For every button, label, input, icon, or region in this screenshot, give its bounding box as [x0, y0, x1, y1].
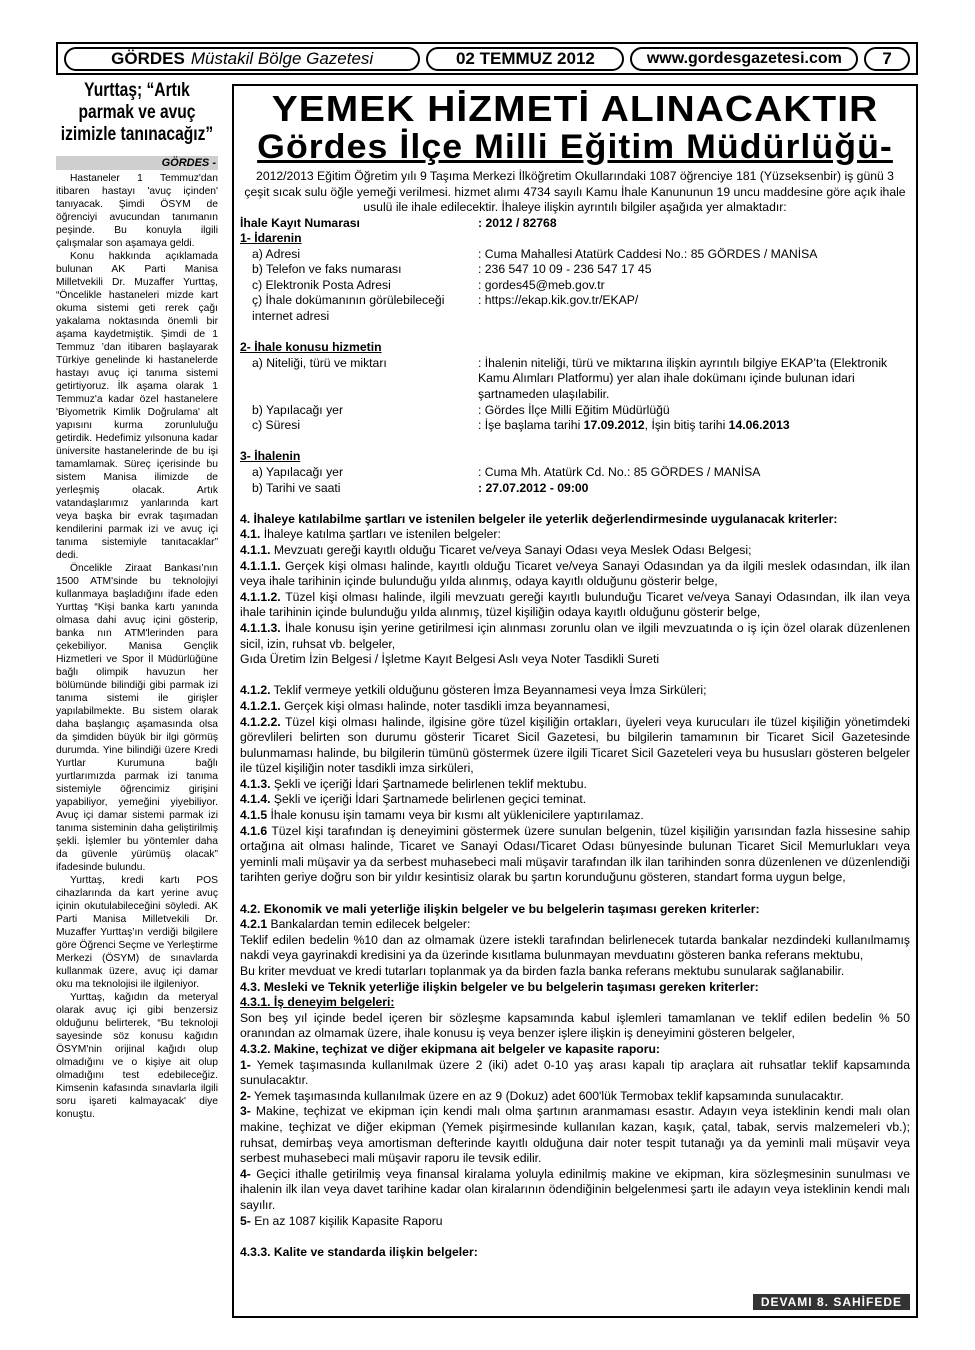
- clause-text: Yemek taşımasında kullanılmak üzere 2 (iki) adet 0-10 yaş arası kapalı tip araçlara ait ruhsatlar teklif kapsamında sunulacaktır.: [240, 1057, 910, 1088]
- clause-text: İhale konusu işin yerine getirilmesi için alınması zorunlu olan ve ilgili mevzuatında o iş için özel olarak düzenlenen sicil, izin, ruhsat vb. belgeler,: [240, 620, 910, 651]
- field-value: : İhalenin niteliği, türü ve miktarına ilişkin ayrıntılı bilgiye EKAP’ta (Elektronik Kamu Alımları Platformu) yer alan ihale dokümanı içinde bulunan idari şartnameden ulaşılabilir.: [478, 355, 888, 402]
- article-paragraph: Yurttaş, kredi kartı POS cihazlarında da kart yerine avuç içinin okutulabileceğini söyledi. AK Parti Manisa Milletvekili Dr. Muzaffer Yurttaş’ın verdiği bilgilere göre Öğrenci Seçme ve Yerleştirme Merkezi (ÖSYM) de sınavlarda kullanmak üzere, avuç içi damar oku ma teknolojisi ile ilgileniyor.: [56, 875, 218, 990]
- page-number: 7: [864, 47, 910, 71]
- section-4-3-3-title: 4.3.3. Kalite ve standarda ilişkin belgeler:: [240, 1244, 478, 1259]
- clause-number: 4.1.1.: [240, 542, 271, 557]
- clause-text: Tüzel kişi olması halinde, ilgili mevzuatı gereği kayıtlı bulunduğu Ticaret ve/veya Sanayi Odasından, ilk ilan veya ihale tarihinin içinde bulunduğu yılda alınmış, tüzel kişiliğin odaya kayıtlı olduğunu gösterir belge,: [240, 589, 910, 620]
- section-3-title: 3- İhalenin: [240, 449, 301, 464]
- s2-duration-row: [240, 418, 910, 434]
- field-label: b) Yapılacağı yer: [252, 402, 344, 417]
- section-4-3-2-title: 4.3.2. Makine, teçhizat ve diğer ekipmana ait belgeler ve kapasite raporu:: [240, 1041, 660, 1056]
- clause: [240, 808, 910, 824]
- field-value: : 236 547 10 09 - 236 547 17 45: [478, 262, 652, 277]
- clause-text: Son beş yıl içinde bedel içeren bir sözleşme kapsamında kabul işlemleri tamamlanan ve teklif edilen bedelin % 50 oranından az olmamak üzere, ihale konusu iş veya benzer işlere ilişkin iş deneyimini gösteren belgeler,: [240, 1010, 910, 1041]
- clause-number: 4.1.2.: [240, 683, 271, 698]
- clause-number: 1-: [240, 1057, 251, 1072]
- field-value: : Cuma Mh. Atatürk Cd. No.: 85 GÖRDES / MANİSA: [478, 465, 761, 479]
- field-value: [478, 418, 910, 434]
- start-date: 17.09.2012: [583, 418, 645, 433]
- article-paragraph: Öncelikle Ziraat Bankası’nın 1500 ATM'sinde bu teknolojiyi kullanmaya başladığını ifade eden Yurttaş “Kişi banka kartı yanında olmasa dahi avuç içini gösterip, banka nın ATM'lerinden para çekebiliyor. Manisa Gençlik Hizmetleri ve Spor İl Müdürlüğüne bağlı olimpik havuzun her bölümünde bilindiği gibi parmak izi tanıma sistemi ile girişler yapılabilmekte. Bu sistem olarak daha başlangıç aşamasında olsa da şimdiden büyük bir ilgi görmüş durumda. Yine bilindiği üzere Kredi Yurtlar Kurumuna bağlı yurtlarımızda parmak izi tanıma sistemiyle öğrencimiz girişini yapabiliyor, yemeğini yiyebiliyor. Avuç içi damar sistemi parmak izi tanıma sisteminin daha geliştirilmiş şekli. İşlemler bu yöntemler daha da güvenle yürümüş olacak” ifadesinde bulundu.: [56, 563, 218, 873]
- clause-text: Makine, teçhizat ve ekipman için kendi malı olma şartının aranmaması esastır. Adayın veya isteklinin kendi malı olan makine, teçhizat ve diğer ekipman (Yemek pişirmesinde kullanılan kazan, kaşık, çatal, tabak, servis malzemeleri vb.); ruhsat, demirbaş veya amortisman defterinde kayıtlı olduğuna dair noter tespit tutanağı ya da yeminli mali müşavir veya serbest muhasebeci mali müşavir raporu ile tevsik edilir.: [240, 1104, 910, 1166]
- clause-text: Şekli ve içeriği İdari Şartnamede belirlenen teklif mektubu.: [273, 776, 587, 791]
- clause: [240, 777, 910, 793]
- field-label: ç) İhale dokümanının görülebileceği internet adresi: [252, 293, 445, 324]
- clause-text: Bu kriter mevduat ve kredi tutarları toplanmak ya da birden fazla banka referans mektubu sunularak sağlanabilir.: [240, 964, 845, 978]
- clause-text: İhaleye katılma şartları ve istenilen belgeler:: [263, 527, 501, 542]
- left-article: [56, 78, 218, 1318]
- field-label: b) Telefon ve faks numarası: [252, 262, 402, 277]
- clause-number: 4.1.3.: [240, 776, 271, 791]
- clause: [240, 543, 910, 559]
- clause: [240, 683, 910, 699]
- clause-text: Mevzuatı gereği kayıtlı olduğu Ticaret ve/veya Sanayi Odası veya Meslek Odası Belgesi;: [273, 542, 752, 557]
- field-label: b) Tarihi ve saati: [252, 480, 341, 495]
- paper-name-sub: Müstakil Bölge Gazetesi: [190, 48, 374, 68]
- article-paragraph: Yurttaş, kağıdın da meteryal olarak avuç içi gibi benzersiz olduğunu belirterek, “Bu teknoloji sayesinde söz konusu kağıdın ÖSYM'nin orijinal kağıdı olup olmadığını ve o kişiye ait olup olmadığını test edebileceğiz. Kimsenin kafasında sınavlarla ilgili soru işareti kalmayacak' diye konuştu.: [56, 992, 218, 1120]
- field-value: : 27.07.2012 - 09:00: [478, 480, 589, 495]
- announcement-title: YEMEK HİZMETİ ALINACAKTIR: [271, 88, 879, 129]
- announcement-body: [234, 216, 916, 1261]
- clause-number: 4.1.5: [240, 808, 268, 823]
- clause: [240, 527, 910, 543]
- article-byline: GÖRDES -: [56, 156, 218, 170]
- clause-text: Gerçek kişi olması halinde, noter tasdikli imza beyannamesi,: [284, 698, 610, 713]
- field-label: a) Yapılacağı yer: [252, 465, 344, 479]
- clause-number: 4.1.6: [240, 823, 268, 838]
- ekap-link[interactable]: : https://ekap.kik.gov.tr/EKAP/: [478, 293, 639, 308]
- paper-name-main: GÖRDES: [111, 48, 185, 68]
- email-link[interactable]: : gordes45@meb.gov.tr: [478, 277, 605, 292]
- s3-place-row: [240, 465, 910, 481]
- clause: [240, 824, 910, 886]
- clause-number: 4.1.2.1.: [240, 698, 281, 713]
- clause: [240, 917, 910, 933]
- s3-date-row: [240, 481, 910, 497]
- clause: [240, 792, 910, 808]
- s1-address-row: [240, 247, 910, 263]
- ikn-label: İhale Kayıt Numarası: [240, 215, 360, 230]
- clause: [240, 715, 910, 777]
- announcement-subtitle: Gördes İlçe Milli Eğitim Müdürlüğü-: [257, 128, 893, 166]
- clause-number: 4.1.1.2.: [240, 589, 281, 604]
- continued-badge: DEVAMI 8. SAHİFEDE: [753, 1294, 910, 1310]
- article-headline: Yurttaş; “Artık parmak ve avuç izimizle tanınacağız”: [60, 80, 214, 145]
- field-value: : Cuma Mahallesi Atatürk Caddesi No.: 85 GÖRDES / MANİSA: [478, 246, 818, 261]
- s2-nature-row: [240, 356, 910, 403]
- field-label: a) Adresi: [252, 246, 301, 261]
- clause-text: Şekli ve içeriği İdari Şartnamede belirlenen geçici teminat.: [273, 792, 587, 807]
- clause: [240, 1089, 910, 1105]
- field-label: c) Süresi: [252, 418, 301, 433]
- clause-number: 4-: [240, 1166, 251, 1181]
- field-label: a) Niteliği, türü ve miktarı: [252, 355, 387, 370]
- clause-text: İhale konusu işin tamamı veya bir kısmı alt yüklenicilere yaptırılamaz.: [270, 808, 644, 823]
- clause-text: Gerçek kişi olması halinde, kayıtlı olduğu Ticaret ve/veya Sanayi Odasından ya da ilgili meslek odasından, ilk ilan veya ihale tarihinin içinde bulunduğu yılda alınmış, odaya kayıtlı olduğunu gösterir belge,: [240, 558, 910, 589]
- clause-text: Geçici ithalle getirilmiş veya finansal kiralama yoluyla edinilmiş makine ve ekipman, kira sözleşmesinin sunulması ve ihalenin ilk ilan veya davet tarihine kadar olan kiralarının ödendiğinin belgelenmesi şartı ile adayın veya isteklinin kendi malı sayılır.: [240, 1166, 910, 1212]
- section-4: [240, 512, 910, 1261]
- masthead: [56, 42, 918, 75]
- section-4-3-1-title: 4.3.1. İş deneyim belgeleri:: [240, 995, 395, 1010]
- clause-text: Tüzel kişi olması halinde, ilgisine göre tüzel kişiliğin ortakları, üyeleri veya kurucuları ile tüzel kişiliğin yönetimdeki görevlileri belirten son durumu gösterir Ticaret Sicil Gazetesi, bu bilgilerin tamamının bir Ticaret Sicil Gazetesinde bulunmaması halinde, bu bilgilerin tümünü göstermek üzere ilgili Ticaret Sicil Gazeteleri veya bu hususları gösteren belgeler ile tüzel kişiliğin noter tasdikli imza sirküleri,: [240, 714, 911, 776]
- clause: [240, 621, 910, 652]
- clause-text: Yemek taşımasında kullanılmak üzere en az 9 (Dokuz) adet 600'lük Termobax teklif kapsamında sunulacaktır.: [254, 1088, 844, 1103]
- clause-text: Teklif vermeye yetkili olduğunu gösteren İmza Beyannamesi veya İmza Sirküleri;: [273, 683, 707, 698]
- clause-text: Bankalardan temin edilecek belgeler:: [270, 917, 471, 932]
- clause-number: 4.2.1: [240, 917, 268, 932]
- announcement-intro: 2012/2013 Eğitim Öğretim yılı 9 Taşıma Merkezi İlköğretim Okullarındaki 1087 öğrenciye 181 (Yüzseksenbir) iş günü 3 çeşit sıcak sulu öğle yemeği verilmesi. hizmet alımı 4734 sayılı Kamu İhale Kanununun 19 uncu maddesine göre açık ihale usulü ile ihale edilecektir. İhaleye ilişkin ayrıntılı bilgiler aşağıda yer almaktadır:: [244, 169, 906, 214]
- s1-web-row: [240, 293, 910, 324]
- clause: [240, 699, 910, 715]
- clause: [240, 559, 910, 590]
- clause-text: Tüzel kişi tarafından iş deneyimini göstermek üzere sunulan belgenin, tüzel kişiliğin yarısından fazla hissesine sahip ortağına ait olması halinde, Ticaret ve Sanayi Odası/Ticaret Odası bünyesinde bulunan Ticaret Sicil Memurlukları veya yeminli mali müşavir ya da serbest muhasebeci mali müşavir tarafından ilk ilan tarihinden sonra düzenlenen ve düzenlendiği tarihten geriye doğru son bir yıldır kesintisiz olarak bu şartın korunduğunu gösteren, standart forma uygun belge,: [240, 823, 910, 885]
- clause: [240, 1058, 910, 1089]
- ikn-value: : 2012 / 82768: [478, 215, 557, 230]
- clause-number: 3-: [240, 1104, 251, 1119]
- article-body: [56, 172, 218, 1121]
- s1-email-row: [240, 278, 910, 294]
- clause-number: 5-: [240, 1213, 251, 1228]
- s2-place-row: [240, 403, 910, 419]
- clause-number: 4.1.1.3.: [240, 620, 281, 635]
- section-4-3-title: 4.3. Mesleki ve Teknik yeterliğe ilişkin belgeler ve bu belgelerin taşıması gereken kriterler:: [240, 979, 759, 994]
- section-1-title: 1- İdarenin: [240, 231, 302, 246]
- clause-text: Teklif edilen bedelin %10 dan az olmamak üzere istekli tarafından belirlenecek tutarda bankalar nezdindeki kullanılmamış nakdi veya gayrinakdi kredisini ya da üzerinde kısıtlama bulunmayan mevduatını gösteren banka referans mektubu,: [240, 932, 910, 963]
- article-paragraph: Hastaneler 1 Temmuz'dan itibaren hastayı 'avuç içinden' tanıyacak. Şimdi ÖSYM de öğrenciyi avucundan tanımanın peşinde. Bu konuyla ilgili çalışmalar son aşamaya geldi.: [56, 173, 218, 249]
- clause: [240, 590, 910, 621]
- s1-phone-row: [240, 262, 910, 278]
- ikn-row: [240, 216, 910, 232]
- clause: [240, 1167, 910, 1214]
- clause-number: 4.1.: [240, 527, 261, 542]
- section-2-title: 2- İhale konusu hizmetin: [240, 340, 382, 355]
- issue-date: 02 TEMMUZ 2012: [426, 47, 624, 71]
- section-4-title: 4. İhaleye katılabilme şartları ve istenilen belgeler ile yeterlik değerlendirmesinde uygulanacak kriterler:: [240, 511, 838, 526]
- paper-name: [64, 47, 420, 71]
- end-label: , İşin bitiş tarihi: [644, 418, 729, 433]
- field-value: : Gördes İlçe Milli Eğitim Müdürlüğü: [478, 402, 670, 417]
- clause-number: 2-: [240, 1088, 251, 1103]
- field-label: c) Elektronik Posta Adresi: [252, 277, 391, 292]
- clause-text: En az 1087 kişilik Kapasite Raporu: [254, 1213, 443, 1228]
- clause-number: 4.1.1.1.: [240, 558, 281, 573]
- clause-number: 4.1.4.: [240, 792, 271, 807]
- clause-text: Gıda Üretim İzin Belgesi / İşletme Kayıt Belgesi Aslı veya Noter Tasdikli Sureti: [240, 652, 660, 667]
- article-paragraph: Konu hakkında açıklamada bulunan AK Parti Manisa Milletvekili Dr. Muzaffer Yurttaş, “Öncelikle hastaneleri mizde kart okuma sistemi geti rerek çağı yakalama noktasında önemli bir aşama kaydetmiştik. Şimdi de 1 Temmuz ’dan itibaren başlayarak Türkiye genelinde ki hastanelerde hastayı avuç içi tanıma sistemi getirtiyoruz. İlk aşama olarak 1 Temmuz'a kadar özel hastanelere 'Biyometrik Kimlik Doğrulama' alt yapısını kurma zorunluluğu getirdik. Hedefimiz yılsonuna kadar üniversite hastanelerinde de bu işi tamamlamak. Süreç içerisinde bu sistem Manisa ilimizde de yerleşmiş olacak. Artık vatandaşlarımız yanlarında kart veya başka bir evrak taşımadan kendilerini parmak izi ve avuç içi tanıma sistemiyle tanıtacaklar” dedi.: [56, 251, 218, 561]
- clause: [240, 1214, 910, 1230]
- end-date: 14.06.2013: [728, 418, 790, 433]
- section-4-2-title: 4.2. Ekonomik ve mali yeterliğe ilişkin belgeler ve bu belgelerin taşıması gereken kriterler:: [240, 901, 760, 916]
- start-label: : İşe başlama tarihi: [478, 418, 584, 433]
- website-link[interactable]: www.gordesgazetesi.com: [630, 47, 858, 71]
- clause: [240, 1104, 910, 1166]
- clause-number: 4.1.2.2.: [240, 714, 281, 729]
- tender-announcement: [232, 84, 918, 1318]
